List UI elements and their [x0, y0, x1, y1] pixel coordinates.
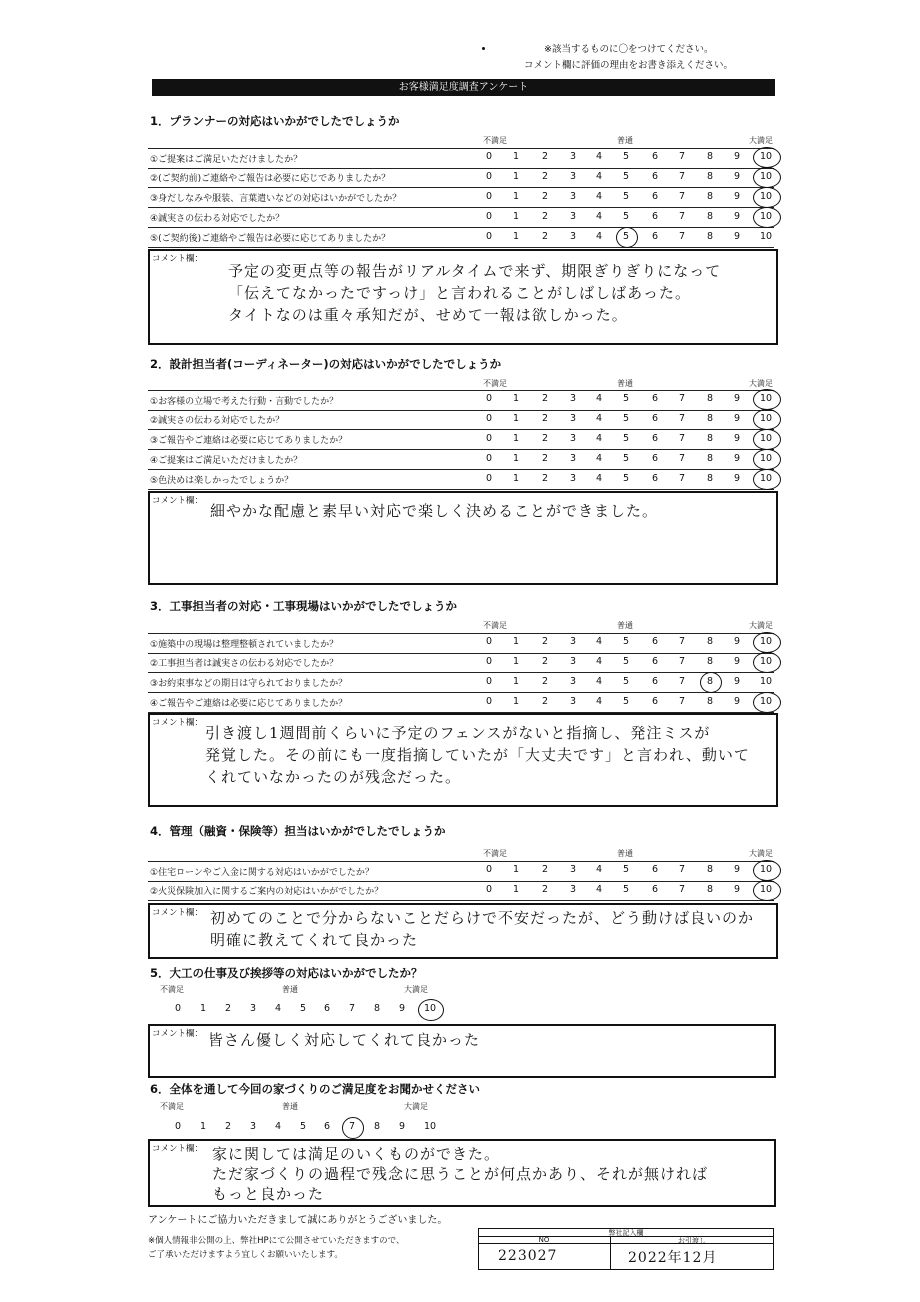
scale-number: 6: [651, 453, 659, 464]
scale-number: 2: [224, 1003, 232, 1014]
scale-number: 4: [595, 211, 603, 222]
scale-number: 1: [512, 453, 520, 464]
scale-number: 8: [706, 171, 714, 182]
scale-number: 1: [512, 864, 520, 875]
no-label: NO: [538, 1236, 550, 1244]
scale-number: 4: [595, 453, 603, 464]
question-label: ③身だしなみや服装、言葉遣いなどの対応はいかがでしたか？: [150, 194, 402, 204]
scale-number: 3: [569, 636, 577, 647]
scale-number: 0: [174, 1121, 182, 1132]
scale-number: 8: [706, 453, 714, 464]
question-label: ①住宅ローンやご入金に関する対応はいかがでしたか？: [150, 868, 374, 878]
scale-number: 7: [678, 884, 686, 895]
scale-number: 10: [759, 696, 773, 707]
answer-circle[interactable]: [700, 672, 722, 693]
scale-number: 1: [512, 696, 520, 707]
scale-number: 10: [759, 231, 773, 242]
scale-number: 4: [595, 171, 603, 182]
question-label: ④誠実さの伝わる対応でしたか？: [150, 214, 285, 224]
scale-number: 10: [759, 453, 773, 464]
scale-mid-label: 普通: [282, 985, 298, 994]
scale-number: 2: [541, 696, 549, 707]
scale-number: 7: [678, 413, 686, 424]
question-label: ⑤(ご契約後)ご連絡やご報告は必要に応じてありましたか？: [150, 234, 391, 244]
answer-circle[interactable]: [753, 449, 781, 470]
scale-number: 7: [678, 656, 686, 667]
scale-number: 0: [485, 676, 493, 687]
scale-number: 0: [485, 636, 493, 647]
scale-number: 8: [706, 393, 714, 404]
scale-number: 1: [199, 1003, 207, 1014]
scale-number: 8: [706, 656, 714, 667]
scale-number: 10: [759, 656, 773, 667]
scale-number: 5: [622, 151, 630, 162]
scale-number: 2: [541, 676, 549, 687]
scale-number: 8: [706, 231, 714, 242]
scale-number: 4: [595, 191, 603, 202]
scale-number: 0: [485, 453, 493, 464]
scale-number: 10: [759, 151, 773, 162]
handwritten-comment-line: 家に関しては満足のいくものができた。: [212, 1145, 501, 1163]
scale-number: 8: [706, 191, 714, 202]
scale-number: 2: [541, 413, 549, 424]
scale-number: 10: [759, 433, 773, 444]
scale-number: 7: [678, 191, 686, 202]
scale-number: 5: [622, 636, 630, 647]
scale-number: 4: [595, 884, 603, 895]
scale-number: 0: [485, 473, 493, 484]
scale-number: 5: [622, 656, 630, 667]
scale-number: 6: [651, 433, 659, 444]
comment-label: コメント欄：: [152, 1144, 204, 1154]
scale-high-label: 大満足: [749, 849, 773, 858]
scale-number: 8: [706, 676, 714, 687]
scale-number: 6: [323, 1121, 331, 1132]
handwritten-comment-line: 皆さん優しく対応してくれて良かった: [208, 1031, 481, 1049]
section-title: 3．工事担当者の対応・工事現場はいかがでしたでしょうか: [150, 599, 457, 613]
scale-number: 4: [274, 1121, 282, 1132]
scale-number: 3: [569, 453, 577, 464]
scale-number: 6: [651, 191, 659, 202]
scale-number: 4: [595, 473, 603, 484]
scale-number: 3: [569, 884, 577, 895]
handwritten-comment-line: くれていなかったのが残念だった。: [205, 768, 462, 786]
scale-number: 2: [541, 211, 549, 222]
scale-number: 0: [485, 151, 493, 162]
scale-number: 9: [733, 864, 741, 875]
scale-number: 7: [348, 1003, 356, 1014]
scale-number: 3: [249, 1003, 257, 1014]
handwritten-comment-line: 「伝えてなかったですっけ」と言われることがしばしばあった。: [228, 284, 691, 302]
scale-number: 3: [569, 413, 577, 424]
scale-number: 5: [299, 1121, 307, 1132]
scale-number: 9: [733, 676, 741, 687]
scale-number: 1: [512, 211, 520, 222]
scale-number: 7: [678, 636, 686, 647]
handwritten-comment-line: もっと良かった: [212, 1185, 325, 1203]
scale-number: 8: [706, 433, 714, 444]
scale-number: 3: [569, 696, 577, 707]
scale-number: 7: [678, 171, 686, 182]
scale-number: 1: [512, 393, 520, 404]
scale-number: 6: [651, 151, 659, 162]
scale-number: 5: [622, 433, 630, 444]
scale-number: 4: [595, 656, 603, 667]
scale-number: 9: [398, 1003, 406, 1014]
scale-number: 8: [706, 473, 714, 484]
scale-number: 10: [423, 1121, 437, 1132]
scale-number: 5: [299, 1003, 307, 1014]
question-label: ①施築中の現場は整理整頓されていましたか？: [150, 640, 339, 650]
scale-number: 1: [512, 656, 520, 667]
scale-high-label: 大満足: [749, 379, 773, 388]
handwritten-comment-line: 初めてのことで分からないことだらけで不安だったが、どう動けば良いのか: [210, 909, 755, 927]
scale-number: 3: [569, 864, 577, 875]
scale-low-label: 不満足: [160, 1102, 184, 1111]
scale-number: 0: [485, 191, 493, 202]
scale-number: 0: [174, 1003, 182, 1014]
scale-number: 3: [569, 393, 577, 404]
scale-number: 1: [512, 191, 520, 202]
answer-circle[interactable]: [753, 147, 781, 168]
comment-label: コメント欄：: [152, 1029, 204, 1039]
question-label: ③お約束事などの期日は守られておりましたか？: [150, 679, 348, 689]
scale-number: 7: [678, 864, 686, 875]
scale-number: 1: [512, 676, 520, 687]
answer-circle[interactable]: [753, 167, 781, 188]
scale-number: 5: [622, 864, 630, 875]
thanks-message: アンケートにご協力いただきまして誠にありがとうございました。: [148, 1215, 448, 1226]
scale-number: 10: [759, 864, 773, 875]
scale-number: 0: [485, 393, 493, 404]
scale-number: 8: [373, 1003, 381, 1014]
question-label: ④ご提案はご満足いただけましたか？: [150, 456, 303, 466]
scale-mid-label: 普通: [617, 621, 633, 630]
scale-number: 9: [733, 473, 741, 484]
answer-circle[interactable]: [753, 692, 781, 713]
scale-number: 4: [595, 151, 603, 162]
instruction-note: ※該当するものに〇をつけてください。: [544, 44, 714, 55]
scale-number: 6: [651, 171, 659, 182]
scale-number: 9: [733, 191, 741, 202]
section-title: 4．管理（融資・保険等）担当はいかがでしたでしょうか: [150, 824, 446, 838]
scale-number: 2: [541, 191, 549, 202]
scale-number: 8: [706, 864, 714, 875]
scale-number: 10: [759, 413, 773, 424]
scale-number: 1: [512, 473, 520, 484]
scale-number: 9: [733, 151, 741, 162]
scale-number: 7: [678, 453, 686, 464]
question-label: ②工事担当者は誠実さの伝わる対応でしたか？: [150, 659, 339, 669]
handwritten-comment-line: 明確に教えてくれて良かった: [210, 931, 419, 949]
scale-number: 4: [274, 1003, 282, 1014]
scale-number: 9: [733, 884, 741, 895]
scale-number: 6: [651, 636, 659, 647]
scale-number: 0: [485, 433, 493, 444]
scale-number: 4: [595, 864, 603, 875]
scale-number: 7: [678, 393, 686, 404]
answer-circle[interactable]: [753, 409, 781, 430]
scale-number: 5: [622, 884, 630, 895]
question-label: ④ご報告やご連絡は必要に応じてありましたか？: [150, 699, 348, 709]
question-label: ②(ご契約前)ご連絡やご報告は必要に応じでありましたか？: [150, 174, 391, 184]
customer-number: 223027: [498, 1248, 558, 1264]
scale-number: 5: [622, 676, 630, 687]
scale-number: 3: [569, 231, 577, 242]
scale-number: 4: [595, 231, 603, 242]
question-label: ①お客様の立場で考えた行動・言動でしたか？: [150, 397, 339, 407]
handwritten-comment-line: 細やかな配慮と素早い対応で楽しく決めることができました。: [210, 502, 659, 520]
scale-number: 1: [512, 151, 520, 162]
scale-number: 2: [541, 473, 549, 484]
answer-circle[interactable]: [753, 429, 781, 450]
scale-number: 7: [678, 231, 686, 242]
scale-high-label: 大満足: [749, 621, 773, 630]
scale-number: 5: [622, 171, 630, 182]
scale-number: 3: [569, 656, 577, 667]
scale-number: 1: [512, 433, 520, 444]
scale-number: 10: [759, 636, 773, 647]
scale-number: 7: [678, 433, 686, 444]
scale-number: 2: [541, 433, 549, 444]
question-label: ⑤色決めは楽しかったでしょうか？: [150, 476, 294, 486]
scale-number: 3: [569, 171, 577, 182]
office-use-header: 弊社記入欄: [608, 1229, 644, 1237]
scale-number: 8: [706, 211, 714, 222]
scale-number: 10: [759, 473, 773, 484]
scale-number: 9: [733, 656, 741, 667]
scale-number: 8: [706, 413, 714, 424]
scale-number: 8: [706, 151, 714, 162]
scale-number: 9: [733, 171, 741, 182]
delivery-date: 2022年12月: [628, 1250, 718, 1266]
scale-number: 8: [706, 636, 714, 647]
scale-number: 4: [595, 413, 603, 424]
scale-number: 0: [485, 231, 493, 242]
answer-circle[interactable]: [753, 207, 781, 228]
question-label: ②火災保険加入に関するご案内の対応はいかがでしたか？: [150, 887, 384, 897]
scale-number: 3: [569, 211, 577, 222]
scale-number: 9: [733, 231, 741, 242]
scale-number: 6: [323, 1003, 331, 1014]
scale-number: 10: [759, 211, 773, 222]
scale-number: 2: [541, 151, 549, 162]
scale-number: 9: [733, 433, 741, 444]
comment-label: コメント欄：: [152, 718, 204, 728]
scale-number: 6: [651, 473, 659, 484]
section-title: 5．大工の仕事及び挨拶等の対応はいかがでしたか？: [150, 966, 423, 980]
answer-circle[interactable]: [753, 880, 781, 901]
scale-number: 2: [541, 864, 549, 875]
scale-low-label: 不満足: [483, 379, 507, 388]
scale-number: 6: [651, 413, 659, 424]
scale-number: 2: [541, 636, 549, 647]
scale-number: 6: [651, 676, 659, 687]
scale-number: 6: [651, 864, 659, 875]
scale-number: 6: [651, 211, 659, 222]
scale-mid-label: 普通: [617, 849, 633, 858]
scale-number: 0: [485, 656, 493, 667]
answer-circle[interactable]: [342, 1117, 364, 1139]
scale-number: 5: [622, 231, 630, 242]
scale-number: 3: [569, 676, 577, 687]
scale-number: 0: [485, 884, 493, 895]
privacy-note: ※個人情報非公開の上、弊社HPにて公開させていただきますので、: [148, 1236, 405, 1246]
handwritten-comment-line: ただ家づくりの過程で残念に思うことが何点かあり、それが無ければ: [212, 1165, 709, 1183]
comment-label: コメント欄：: [152, 908, 204, 918]
scale-number: 6: [651, 696, 659, 707]
scale-mid-label: 普通: [617, 379, 633, 388]
scale-mid-label: 普通: [617, 136, 633, 145]
scale-low-label: 不満足: [160, 985, 184, 994]
scale-number: 10: [759, 191, 773, 202]
scale-number: 5: [622, 413, 630, 424]
scale-number: 2: [541, 884, 549, 895]
scale-number: 8: [706, 696, 714, 707]
answer-circle[interactable]: [753, 652, 781, 673]
scale-number: 2: [541, 393, 549, 404]
answer-circle[interactable]: [418, 999, 444, 1021]
scale-number: 1: [512, 231, 520, 242]
scale-number: 10: [759, 676, 773, 687]
scale-number: 5: [622, 191, 630, 202]
scale-number: 9: [733, 696, 741, 707]
answer-circle[interactable]: [616, 227, 638, 248]
delivery-label: お引渡し: [678, 1237, 706, 1245]
scale-number: 7: [348, 1121, 356, 1132]
section-title: 2．設計担当者(コーディネーター)の対応はいかがでしたでしょうか: [150, 357, 502, 371]
scale-number: 4: [595, 393, 603, 404]
scale-number: 2: [541, 656, 549, 667]
scale-number: 7: [678, 696, 686, 707]
scale-high-label: 大満足: [404, 985, 428, 994]
scale-number: 0: [485, 864, 493, 875]
scale-number: 1: [199, 1121, 207, 1132]
scale-number: 10: [759, 393, 773, 404]
section-title: 1．プランナーの対応はいかがでしたでしょうか: [150, 114, 400, 128]
scale-number: 6: [651, 231, 659, 242]
scale-high-label: 大満足: [749, 136, 773, 145]
scale-number: 0: [485, 211, 493, 222]
scale-number: 2: [541, 171, 549, 182]
answer-circle[interactable]: [753, 860, 781, 881]
privacy-note: ご了承いただけますよう宜しくお願いいたします。: [148, 1250, 343, 1260]
scale-high-label: 大満足: [404, 1102, 428, 1111]
scale-number: 2: [541, 231, 549, 242]
survey-title-bar: お客様満足度調査アンケート: [152, 79, 775, 96]
scale-number: 2: [224, 1121, 232, 1132]
comment-label: コメント欄：: [152, 496, 204, 506]
scale-number: 1: [512, 171, 520, 182]
scale-number: 5: [622, 453, 630, 464]
scale-mid-label: 普通: [282, 1102, 298, 1111]
scale-low-label: 不満足: [483, 849, 507, 858]
scale-number: 5: [622, 696, 630, 707]
scale-number: 9: [733, 413, 741, 424]
scale-number: 7: [678, 151, 686, 162]
scale-number: 9: [398, 1121, 406, 1132]
scale-number: 10: [423, 1003, 437, 1014]
section-title: 6．全体を通して今回の家づくりのご満足度をお聞かせください: [150, 1082, 480, 1096]
handwritten-comment-line: 予定の変更点等の報告がリアルタイムで来ず、期限ぎりぎりになって: [228, 262, 722, 280]
scale-number: 5: [622, 473, 630, 484]
scale-number: 9: [733, 211, 741, 222]
instruction-note: コメント欄に評価の理由をお書き添えください。: [524, 60, 734, 71]
scale-number: 8: [373, 1121, 381, 1132]
handwritten-comment-line: 発覚した。その前にも一度指摘していたが「大丈夫です」と言われ、動いて: [205, 746, 750, 764]
scale-number: 5: [622, 211, 630, 222]
scale-number: 6: [651, 656, 659, 667]
scale-number: 7: [678, 676, 686, 687]
question-label: ①ご提案はご満足いただけましたか？: [150, 155, 303, 165]
scale-number: 4: [595, 696, 603, 707]
scale-number: 0: [485, 696, 493, 707]
scale-number: 0: [485, 171, 493, 182]
scale-low-label: 不満足: [483, 621, 507, 630]
scale-number: 4: [595, 676, 603, 687]
scale-number: 9: [733, 393, 741, 404]
scale-number: 4: [595, 636, 603, 647]
scale-number: 3: [569, 151, 577, 162]
answer-circle[interactable]: [753, 187, 781, 208]
scale-number: 2: [541, 453, 549, 464]
question-label: ③ご報告やご連絡は必要に応じてありましたか？: [150, 436, 348, 446]
scale-number: 6: [651, 884, 659, 895]
scale-number: 9: [733, 636, 741, 647]
scale-number: 3: [249, 1121, 257, 1132]
scale-number: 3: [569, 473, 577, 484]
comment-label: コメント欄：: [152, 254, 204, 264]
answer-circle[interactable]: [753, 632, 781, 653]
scale-number: 5: [622, 393, 630, 404]
scale-number: 1: [512, 413, 520, 424]
scale-number: 1: [512, 884, 520, 895]
scale-number: 9: [733, 453, 741, 464]
scale-number: 7: [678, 473, 686, 484]
scale-number: 1: [512, 636, 520, 647]
scale-number: 10: [759, 884, 773, 895]
answer-circle[interactable]: [753, 469, 781, 490]
question-label: ②誠実さの伝わる対応でしたか？: [150, 416, 285, 426]
scale-number: 7: [678, 211, 686, 222]
scale-number: 4: [595, 433, 603, 444]
scale-number: 3: [569, 191, 577, 202]
handwritten-comment-line: 引き渡し1週間前くらいに予定のフェンスがないと指摘し、発注ミスが: [205, 724, 711, 742]
speck-mark: [482, 47, 485, 50]
scale-number: 10: [759, 171, 773, 182]
answer-circle[interactable]: [753, 389, 781, 410]
handwritten-comment-line: タイトなのは重々承知だが、せめて一報は欲しかった。: [228, 306, 628, 324]
scale-low-label: 不満足: [483, 136, 507, 145]
scale-number: 3: [569, 433, 577, 444]
scale-number: 0: [485, 413, 493, 424]
scale-number: 8: [706, 884, 714, 895]
scale-number: 6: [651, 393, 659, 404]
